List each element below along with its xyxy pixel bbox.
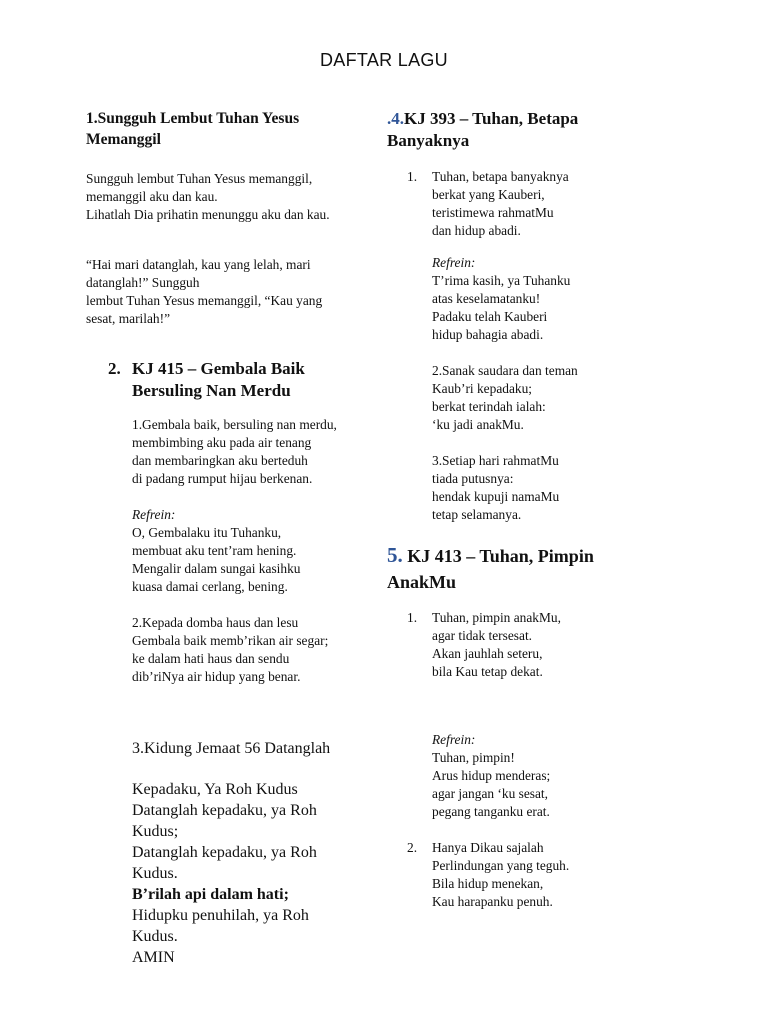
right-column: [387, 108, 657, 911]
song2-verse2: 2.Kepada domba haus dan lesu Gembala baik memb’rikan air segar; ke dalam hati haus dan sendu dib’riNya air hidup yang benar.: [132, 615, 329, 684]
song3-bold-line: B’rilah api dalam hati;: [132, 886, 289, 903]
song4-heading: .4.KJ 393 – Tuhan, Betapa Banyaknya: [387, 109, 579, 150]
song5-refrain: Refrein: Tuhan, pimpin! Arus hidup menderas; agar jangan ‘ku sesat, pegang tanganku erat.: [432, 731, 657, 821]
song4-refrain: Refrein: T’rima kasih, ya Tuhanku atas keselamatanku! Padaku telah Kauberi hidup bahagia abadi.: [432, 254, 657, 344]
song3-lines: Kepadaku, Ya Roh Kudus Datanglah kepadaku, ya Roh Kudus; Datanglah kepadaku, ya Roh Kudus. B’rilah api dalam hati; Hidupku penuhilah, ya Roh Kudus. AMIN: [132, 779, 376, 968]
song2-refrain: Refrein: O, Gembalaku itu Tuhanku, membuat aku tent’ram hening. Mengalir dalam sungai kasihku kuasa damai cerlang, bening.: [132, 506, 376, 596]
song5-verse2: 2. Hanya Dikau sajalah Perlindungan yang teguh. Bila hidup menekan, Kau harapanku penuh.: [407, 840, 570, 909]
left-column: [86, 108, 376, 968]
refrain-label: Refrein:: [432, 732, 476, 747]
song3: [132, 738, 376, 968]
song4-verse3: 3.Setiap hari rahmatMu tiada putusnya: hendak kupuji namaMu tetap selamanya.: [432, 453, 560, 522]
song5-heading: 5. KJ 413 – Tuhan, Pimpin AnakMu: [387, 543, 594, 592]
song1-verse1: Sungguh lembut Tuhan Yesus memanggil, memanggil aku dan kau. Lihatlah Dia prihatin menunggu aku dan kau.: [86, 171, 330, 222]
song4-number: .4.: [387, 109, 404, 128]
song5-verse1: 1. Tuhan, pimpin anakMu, agar tidak tersesat. Akan jauhlah seteru, bila Kau tetap dekat.: [407, 610, 561, 679]
song2-verse1: 1.Gembala baik, bersuling nan merdu, membimbing aku pada air tenang dan membaringkan aku berteduh di padang rumput hijau berkenan.: [132, 417, 337, 486]
page-title: DAFTAR LAGU: [320, 50, 448, 70]
song5-number: 5.: [387, 543, 403, 567]
song2-heading: 2. KJ 415 – Gembala Baik Bersuling Nan Merdu: [108, 359, 305, 400]
song1-verse2: “Hai mari datanglah, kau yang lelah, mari datanglah!” Sungguh lembut Tuhan Yesus memanggil, “Kau yang sesat, marilah!”: [86, 257, 323, 326]
song4-verse2: 2.Sanak saudara dan teman Kaub’ri kepadaku; berkat terindah ialah: ‘ku jadi anakMu.: [432, 363, 578, 432]
song3-heading: 3.Kidung Jemaat 56 Datanglah: [132, 740, 331, 757]
song4-verse1: 1. Tuhan, betapa banyaknya berkat yang Kauberi, teristimewa rahmatMu dan hidup abadi.: [407, 169, 569, 238]
refrain-label: Refrein:: [132, 507, 176, 522]
refrain-label: Refrein:: [432, 255, 476, 270]
song1-heading: 1.Sungguh Lembut Tuhan Yesus Memanggil: [86, 110, 300, 148]
